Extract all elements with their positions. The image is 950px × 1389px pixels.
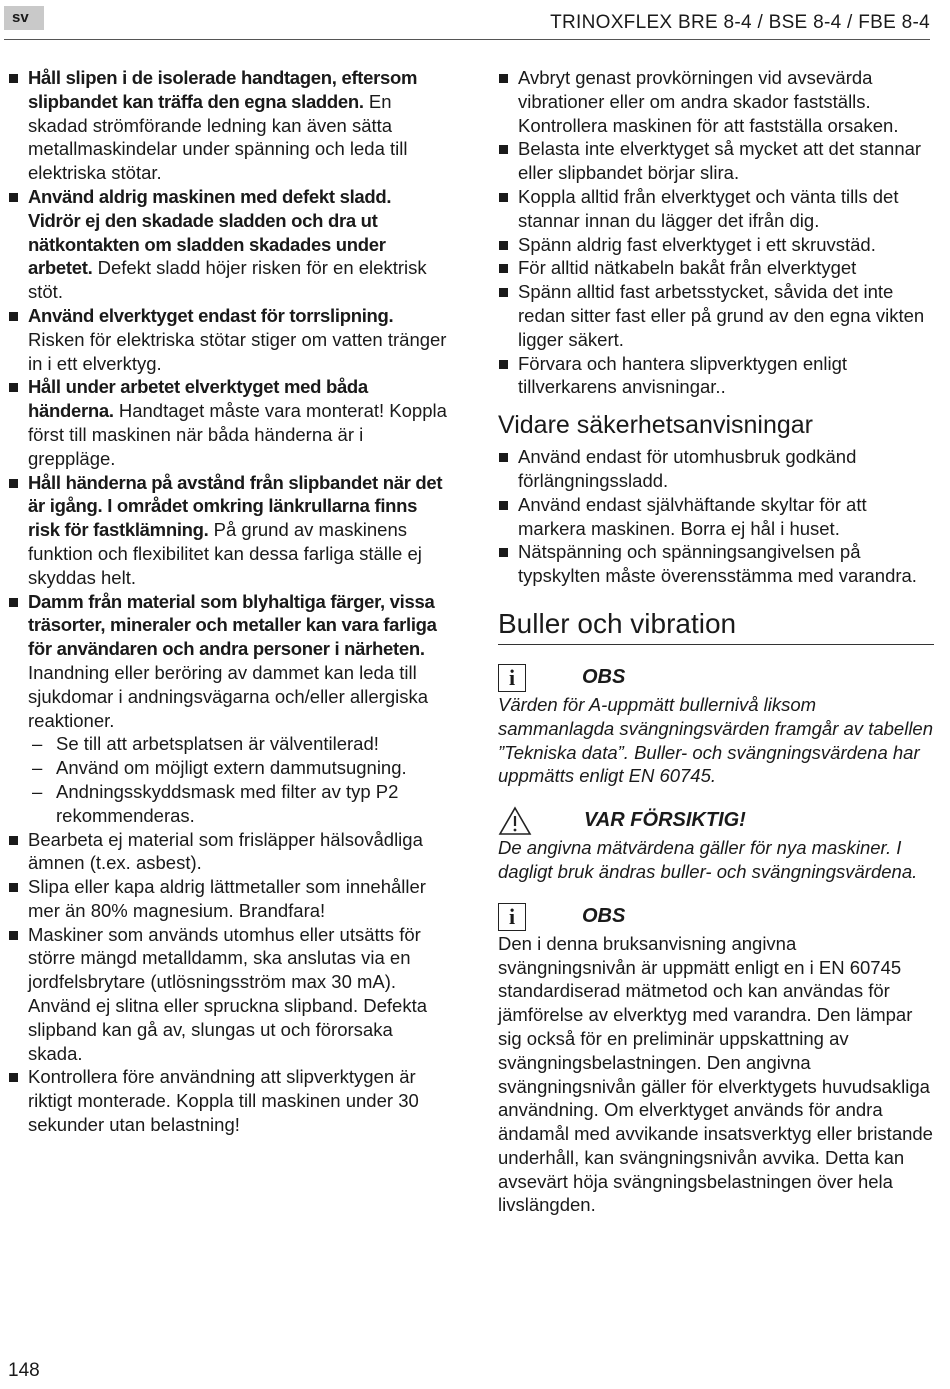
body-text: Inandning eller beröring av dammet kan leda till sjukdomar i andningsvägarna och/eller allergiska reaktioner. xyxy=(28,661,429,731)
list-item: För alltid nätkabeln bakåt från elverktyget xyxy=(498,256,934,280)
list-item: Nätspänning och spänningsangivelsen på typskylten måste överensstämma med varandra. xyxy=(498,540,934,588)
body-text: Handtaget måste vara monterat! Koppla först till maskinen när båda händerna är i greppläge. xyxy=(28,400,447,469)
left-column xyxy=(8,66,448,1137)
notice-label: OBS xyxy=(582,904,626,927)
list-item xyxy=(8,304,448,375)
dash-item: – Se till att arbetsplatsen är välventilerad! xyxy=(8,732,448,756)
bold-text: Håll händerna på avstånd från slipbandet när det är igång. I området omkring länkrullarna finns risk för fastklämning. xyxy=(28,471,443,541)
info-icon: i xyxy=(498,903,526,931)
further-safety-list xyxy=(498,445,934,588)
list-item xyxy=(8,66,448,185)
section-heading: Buller och vibration xyxy=(498,608,934,645)
caution-label: VAR FÖRSIKTIG! xyxy=(584,809,746,832)
list-item: Maskiner som används utomhus eller utsätts för större mängd metalldamm, ska anslutas via en jordfelsbrytare (utlösningsström max 30 mA). Använd ej slitna eller spruckna slipband. Defekta slipband kan gå av, slungas ut och förorsaka skada. xyxy=(8,923,448,1066)
notice-text: Värden för A-uppmätt bullernivå liksom sammanlagda svängningsvärden framgår av tabellen ”Tekniska data”. Buller- och svängningsvärdena har uppmätts enligt EN 60745. xyxy=(498,693,934,787)
bold-text: Damm från material som blyhaltiga färger, vissa träsorter, mineraler och metaller kan vara farliga för användaren och andra personer i närheten. xyxy=(28,590,437,660)
body-text: En skadad strömförande ledning kan även sätta metallmaskindelar under spänning och leda till elektriska stötar. xyxy=(28,90,408,184)
list-item: Belasta inte elverktyget så mycket att det stannar eller slipbandet börjar slira. xyxy=(498,137,934,185)
notice-body: Den i denna bruksanvisning angivna svängningsnivån är uppmätt enligt en i EN 60745 standardiserad mätmetod och kan användas för jämförelse av elverktyg med varandra. Den lämpar sig också för en preliminär uppskattning av svängningsbelastningen. Den angivna svängningsnivån gäller för elverktygets huvudsakliga användning. Om elverktyget används för andra ändamål med avvikande insatsverktyg eller bristande underhåll, kan svängningsnivån avvika. Detta kan avsevärt höja svängningsbelastningen över hela livslängden. xyxy=(498,932,933,1216)
dash-item: – Använd om möjligt extern dammutsugning. xyxy=(8,756,448,780)
list-item xyxy=(8,590,448,733)
list-item xyxy=(8,375,448,470)
bold-text: Håll slipen i de isolerade handtagen, eftersom slipbandet kan träffa den egna sladden. xyxy=(28,67,418,112)
safety-list-left xyxy=(8,66,448,1137)
document-title: TRINOXFLEX BRE 8-4 / BSE 8-4 / FBE 8-4 xyxy=(550,12,930,33)
language-badge: sv xyxy=(4,6,44,30)
list-item: Koppla alltid från elverktyget och vänta tills det stannar innan du lägger det ifrån dig. xyxy=(498,185,934,233)
notice-header xyxy=(498,902,934,932)
caution-text: De angivna mätvärdena gäller för nya maskiner. I dagligt bruk ändras buller- och svängningsvärdena. xyxy=(498,837,918,882)
warning-triangle-icon xyxy=(498,806,532,836)
page-number: 148 xyxy=(8,1360,40,1381)
notice-label: OBS xyxy=(582,666,626,689)
body-text: Defekt sladd höjer risken för en elektrisk stöt. xyxy=(28,257,427,303)
list-item: Avbryt genast provkörningen vid avsevärda vibrationer eller om andra skador fastställs. Kontrollera maskinen för att fastställa orsaken. xyxy=(498,66,934,137)
notice-header xyxy=(498,663,934,693)
list-item: Spänn aldrig fast elverktyget i ett skruvstäd. xyxy=(498,233,934,257)
bold-text: Håll under arbetet elverktyget med båda händerna. xyxy=(28,376,368,422)
list-item: Bearbeta ej material som frisläpper hälsovådliga ämnen (t.ex. asbest). xyxy=(8,828,448,876)
list-item xyxy=(8,185,448,304)
bold-text: Använd elverktyget endast för torrslipning. xyxy=(28,304,394,326)
body-text: På grund av maskinens funktion och flexibilitet kan dessa farliga ställe ej skyddas helt. xyxy=(28,519,422,588)
list-item: Förvara och hantera slipverktygen enligt tillverkarens anvisningar.. xyxy=(498,352,934,400)
body-text: Risken för elektriska stötar stiger om vatten tränger in i ett elverktyg. xyxy=(28,328,447,374)
header-divider xyxy=(4,39,930,40)
caution-header xyxy=(498,806,934,836)
bold-text: Använd aldrig maskinen med defekt sladd. Vidrör ej den skadade sladden och dra ut nätkontakten om sladden skadades under arbetet. xyxy=(28,185,392,279)
list-item xyxy=(8,471,448,590)
list-item: Spänn alltid fast arbetsstycket, såvida det inte redan sitter fast eller på grund av den egna vikten ligger säkert. xyxy=(498,280,934,351)
list-item: Kontrollera före användning att slipverktygen är riktigt monterade. Koppla till maskinen under 30 sekunder utan belastning! xyxy=(8,1065,448,1136)
safety-list-right xyxy=(498,66,934,399)
dash-item: – Andningsskyddsmask med filter av typ P2 rekommenderas. xyxy=(8,780,448,828)
list-item: Använd endast för utomhusbruk godkänd förlängningssladd. xyxy=(498,445,934,493)
subheading: Vidare säkerhetsanvisningar xyxy=(498,411,814,440)
right-column xyxy=(498,66,934,1217)
list-item: Slipa eller kapa aldrig lättmetaller som innehåller mer än 80% magnesium. Brandfara! xyxy=(8,875,448,923)
info-icon: i xyxy=(498,664,526,692)
list-item: Använd endast självhäftande skyltar för att markera maskinen. Borra ej hål i huset. xyxy=(498,493,934,541)
